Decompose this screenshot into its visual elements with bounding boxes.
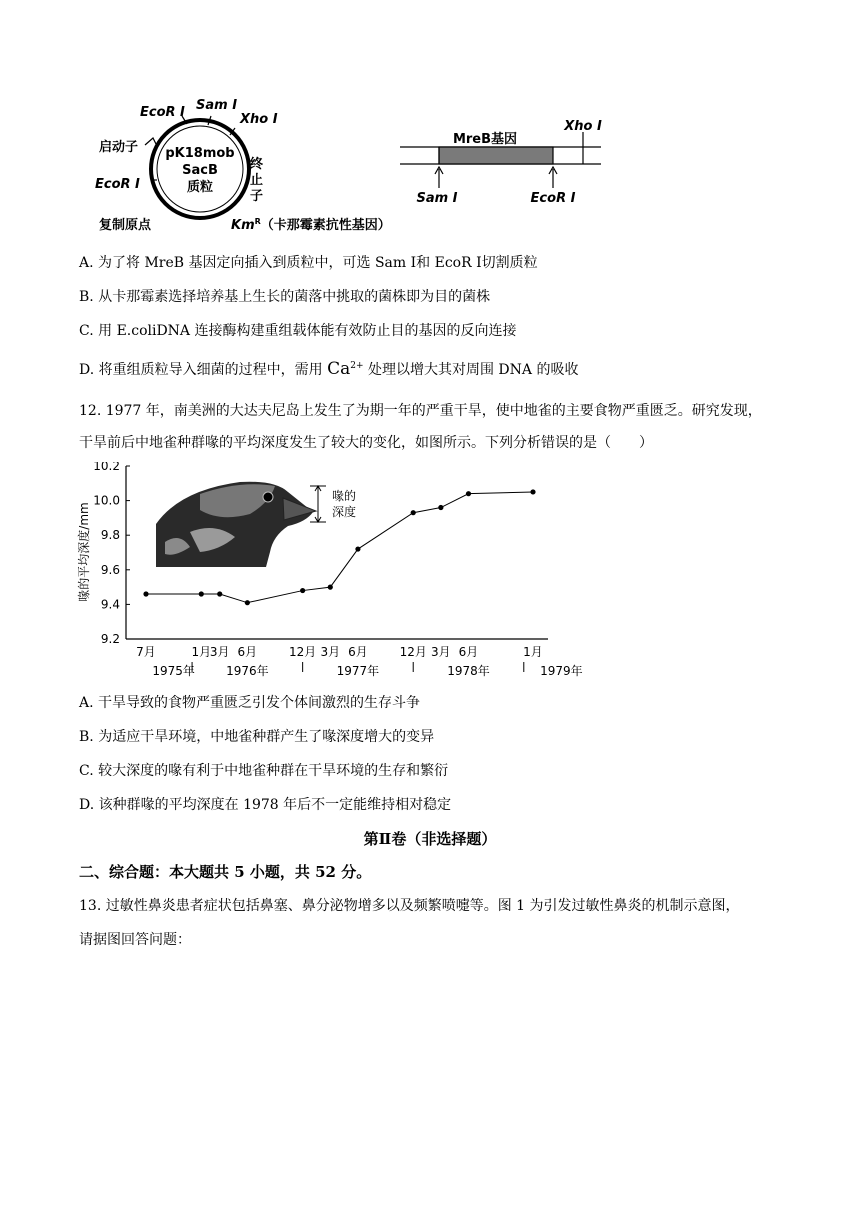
q12-stem-line1: 12. 1977 年，南美洲的大达夫尼岛上发生了为期一年的严重干旱，使中地雀的主要食物严重匮乏。研究发现， [79, 403, 762, 419]
plasmid-name-3: 质粒 [186, 180, 214, 195]
bird-head-illustration [156, 482, 316, 567]
y-tick-label: 9.4 [100, 597, 120, 612]
q13-stem-line1: 13. 过敏性鼻炎患者症状包括鼻塞、鼻分泌物增多以及频繁喷嚏等。图 1 为引发过敏性鼻炎的机制示意图， [79, 898, 740, 914]
q12-stem-line2: 干旱前后中地雀种群喙的平均深度发生了较大的变化，如图所示。下列分析错误的是（ ） [79, 435, 653, 451]
x-tick-label: 7月 [136, 645, 156, 659]
y-tick-label: 10.0 [93, 493, 120, 508]
q11-option-b: B. 从卡那霉素选择培养基上生长的菌落中挑取的菌株即为目的菌株 [79, 289, 491, 305]
year-label: 1979年 [540, 664, 583, 678]
plasmid-name-2: SacB [182, 163, 218, 178]
data-point [328, 585, 333, 590]
y-tick-label: 9.2 [100, 632, 120, 646]
q12-option-a: A. 干旱导致的食物严重匮乏引发个体间激烈的生存斗争 [79, 695, 421, 711]
beak-depth-chart [70, 462, 590, 687]
year-label: 1978年 [447, 664, 490, 678]
gene-label: MreB基因 [452, 132, 518, 147]
data-point [438, 505, 443, 510]
year-label: 1977年 [336, 664, 380, 678]
gene-sam: Sam Ⅰ [416, 191, 458, 206]
label-kmr: $Km^R$（卡那霉素抗性基因） [231, 217, 391, 233]
label-sam-top: Sam Ⅰ [196, 98, 238, 113]
x-tick-label: 1月 [191, 645, 212, 659]
data-point [411, 510, 416, 515]
x-tick-label: 12月 [399, 645, 427, 659]
gene-map [400, 119, 602, 206]
label-promoter: 启动子 [99, 140, 139, 155]
section-subtitle: 二、综合题：本大题共 5 小题，共 52 分。 [79, 863, 372, 881]
x-tick-label: 3月 [431, 645, 451, 659]
x-tick-label: 3月 [320, 645, 341, 659]
label-terminator: 终 止 子 [250, 157, 264, 204]
annotation-line2: 深度 [332, 505, 357, 519]
y-tick-label: 9.8 [100, 528, 120, 543]
y-tick-label: 10.2 [93, 462, 120, 473]
section-title: 第Ⅱ卷（非选择题） [363, 830, 497, 848]
data-point [300, 588, 305, 593]
x-tick-label: 3月 [209, 645, 230, 659]
q11-option-c: C. 用 E.coliDNA 连接酶构建重组载体能有效防止目的基因的反向连接 [79, 323, 517, 339]
q11-option-a: A. 为了将 MreB 基因定向插入到质粒中，可选 Sam Ⅰ和 EcoR Ⅰ切割质粒 [79, 255, 538, 271]
x-tick-label: 12月 [289, 645, 317, 659]
q12-option-c: C. 较大深度的喙有利于中地雀种群在干旱环境的生存和繁衍 [79, 763, 449, 779]
bird-eye [263, 492, 273, 502]
y-axis-label: 喙的平均深度/mm [77, 502, 91, 602]
gene-ecori: EcoR Ⅰ [530, 191, 576, 206]
data-point [199, 591, 204, 596]
gene-xho: Xho Ⅰ [564, 119, 602, 134]
year-label: 1976年 [226, 664, 269, 678]
q12-option-d: D. 该种群喙的平均深度在 1978 年后不一定能维持相对稳定 [79, 797, 452, 813]
x-tick-label: 6月 [237, 645, 258, 659]
q11-option-d: D. 将重组质粒导入细菌的过程中，需用 $Ca^{2+}$ 处理以增大其对周围 DNA 的吸收 [79, 359, 579, 379]
data-point [530, 489, 535, 494]
label-ecori-left: EcoR Ⅰ [95, 177, 140, 192]
q13-stem-line2: 请据图回答问题： [79, 932, 191, 948]
plasmid-name-1: pK18mob [165, 146, 235, 161]
mreb-gene-box [439, 147, 553, 164]
x-tick-label: 6月 [458, 645, 479, 659]
data-point [217, 591, 222, 596]
label-xho-top: Xho Ⅰ [240, 112, 278, 127]
q12-option-b: B. 为适应干旱环境，中地雀种群产生了喙深度增大的变异 [79, 729, 435, 745]
year-label: 1975年 [152, 664, 195, 678]
data-point [355, 546, 360, 551]
data-point [466, 491, 471, 496]
label-ori: 复制原点 [99, 218, 152, 233]
data-point [143, 591, 148, 596]
annotation-line1: 喙的 [332, 489, 357, 503]
label-ecori-top: EcoR Ⅰ [140, 105, 185, 120]
x-tick-label: 1月 [523, 645, 543, 659]
data-point [245, 600, 250, 605]
plasmid-figure [85, 90, 625, 240]
x-tick-label: 6月 [348, 645, 368, 659]
y-tick-label: 9.6 [100, 562, 120, 577]
